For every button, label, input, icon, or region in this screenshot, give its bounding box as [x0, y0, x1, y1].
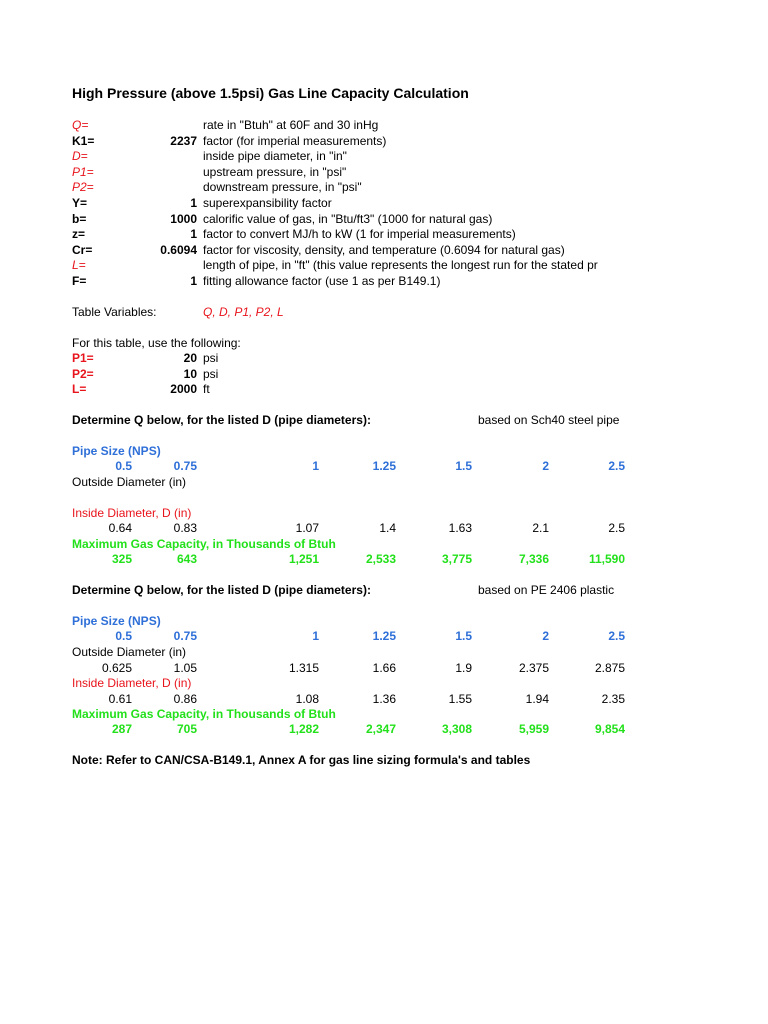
pipe-size-cell: 1.25 — [372, 629, 396, 643]
table-variables-label: Table Variables: — [72, 305, 157, 319]
variable-value: 1 — [190, 274, 197, 288]
inside-diameter-cell: 1.08 — [295, 692, 319, 706]
pipe-size-cell: 2.5 — [608, 459, 625, 473]
pipe-size-cell: 1.25 — [372, 459, 396, 473]
variable-description: rate in "Btuh" at 60F and 30 inHg — [203, 118, 379, 132]
pipe-size-cell: 1.5 — [455, 629, 472, 643]
pipe-size-cell: 1 — [312, 459, 319, 473]
parameter-value: 10 — [183, 367, 197, 381]
inside-diameter-cell: 1.94 — [525, 692, 549, 706]
inside-diameter-cell: 2.35 — [601, 692, 625, 706]
pipe-size-cell: 0.5 — [115, 629, 132, 643]
inside-diameter-cell: 2.1 — [532, 521, 549, 535]
variable-description: fitting allowance factor (use 1 as per B149.1) — [203, 274, 441, 288]
pipe-size-cell: 0.75 — [173, 629, 197, 643]
variable-value: 2237 — [170, 134, 197, 148]
outside-diameter-cell: 1.05 — [173, 661, 197, 675]
table-variables-value: Q, D, P1, P2, L — [203, 305, 284, 319]
outside-diameter-cell: 0.625 — [101, 661, 132, 675]
steel-id-label: Inside Diameter, D (in) — [72, 506, 192, 520]
use-following-text: For this table, use the following: — [72, 336, 241, 350]
pipe-size-cell: 1 — [312, 629, 319, 643]
outside-diameter-cell: 2.875 — [594, 661, 625, 675]
page-title: High Pressure (above 1.5psi) Gas Line Capacity Calculation — [72, 85, 469, 101]
capacity-cell: 1,251 — [288, 552, 319, 566]
parameter-unit: ft — [203, 382, 210, 396]
capacity-cell: 9,854 — [594, 722, 625, 736]
inside-diameter-cell: 1.55 — [448, 692, 472, 706]
variable-description: factor (for imperial measurements) — [203, 134, 387, 148]
variable-name: L= — [72, 258, 86, 272]
pipe-size-cell: 2 — [542, 629, 549, 643]
steel-basis: based on Sch40 steel pipe — [478, 413, 620, 427]
capacity-cell: 2,347 — [365, 722, 396, 736]
variable-description: downstream pressure, in "psi" — [203, 180, 362, 194]
inside-diameter-cell: 1.4 — [379, 521, 396, 535]
outside-diameter-cell: 1.9 — [455, 661, 472, 675]
parameter-name: L= — [72, 382, 87, 396]
variable-value: 1 — [190, 196, 197, 210]
variable-name: Q= — [72, 118, 89, 132]
capacity-cell: 5,959 — [518, 722, 549, 736]
parameter-value: 20 — [183, 351, 197, 365]
outside-diameter-cell: 1.66 — [372, 661, 396, 675]
variable-description: superexpansibility factor — [203, 196, 332, 210]
variable-name: P1= — [72, 165, 94, 179]
variable-value: 1000 — [170, 212, 197, 226]
plastic-heading: Determine Q below, for the listed D (pipe diameters): — [72, 583, 371, 597]
plastic-id-label: Inside Diameter, D (in) — [72, 676, 192, 690]
variable-description: calorific value of gas, in "Btu/ft3" (1000 for natural gas) — [203, 212, 493, 226]
steel-od-label: Outside Diameter (in) — [72, 475, 187, 489]
variable-name: D= — [72, 149, 88, 163]
variable-name: Cr= — [72, 243, 93, 257]
capacity-cell: 3,308 — [441, 722, 472, 736]
inside-diameter-cell: 1.07 — [295, 521, 319, 535]
steel-pipe-size-label: Pipe Size (NPS) — [72, 444, 161, 458]
capacity-cell: 1,282 — [288, 722, 319, 736]
note-text: Note: Refer to CAN/CSA-B149.1, Annex A for gas line sizing formula's and tables — [72, 753, 531, 767]
plastic-pipe-size-label: Pipe Size (NPS) — [72, 614, 161, 628]
variable-description: length of pipe, in "ft" (this value represents the longest run for the stated pr — [203, 258, 598, 272]
capacity-cell: 705 — [176, 722, 197, 736]
capacity-cell: 325 — [111, 552, 132, 566]
plastic-basis: based on PE 2406 plastic — [478, 583, 615, 597]
pipe-size-cell: 0.75 — [173, 459, 197, 473]
inside-diameter-cell: 0.83 — [173, 521, 197, 535]
capacity-cell: 3,775 — [441, 552, 472, 566]
variable-name: P2= — [72, 180, 94, 194]
parameter-name: P1= — [72, 351, 94, 365]
capacity-cell: 643 — [176, 552, 197, 566]
outside-diameter-cell: 2.375 — [518, 661, 549, 675]
capacity-cell: 11,590 — [588, 552, 625, 566]
inside-diameter-cell: 0.61 — [108, 692, 132, 706]
variable-name: F= — [72, 274, 87, 288]
capacity-cell: 7,336 — [518, 552, 549, 566]
parameter-value: 2000 — [170, 382, 197, 396]
variable-description: upstream pressure, in "psi" — [203, 165, 347, 179]
variable-description: factor to convert MJ/h to kW (1 for imperial measurements) — [203, 227, 516, 241]
outside-diameter-cell: 1.315 — [288, 661, 319, 675]
steel-heading: Determine Q below, for the listed D (pipe diameters): — [72, 413, 371, 427]
capacity-cell: 287 — [111, 722, 132, 736]
steel-cap-label: Maximum Gas Capacity, in Thousands of Btuh — [72, 537, 336, 551]
variable-value: 0.6094 — [160, 243, 197, 257]
pipe-size-cell: 0.5 — [115, 459, 132, 473]
plastic-od-label: Outside Diameter (in) — [72, 645, 187, 659]
pipe-size-cell: 2.5 — [608, 629, 625, 643]
capacity-cell: 2,533 — [365, 552, 396, 566]
inside-diameter-cell: 1.36 — [372, 692, 396, 706]
variable-name: z= — [72, 227, 86, 241]
variable-description: factor for viscosity, density, and temperature (0.6094 for natural gas) — [203, 243, 565, 257]
inside-diameter-cell: 0.64 — [108, 521, 132, 535]
inside-diameter-cell: 1.63 — [448, 521, 472, 535]
inside-diameter-cell: 2.5 — [608, 521, 625, 535]
pipe-size-cell: 2 — [542, 459, 549, 473]
variable-name: b= — [72, 212, 87, 226]
parameter-name: P2= — [72, 367, 94, 381]
inside-diameter-cell: 0.86 — [173, 692, 197, 706]
parameter-unit: psi — [203, 367, 219, 381]
variable-value: 1 — [190, 227, 197, 241]
variable-name: Y= — [72, 196, 88, 210]
pipe-size-cell: 1.5 — [455, 459, 472, 473]
parameter-unit: psi — [203, 351, 219, 365]
variable-description: inside pipe diameter, in "in" — [203, 149, 347, 163]
plastic-cap-label: Maximum Gas Capacity, in Thousands of Btuh — [72, 707, 336, 721]
variable-name: K1= — [72, 134, 95, 148]
